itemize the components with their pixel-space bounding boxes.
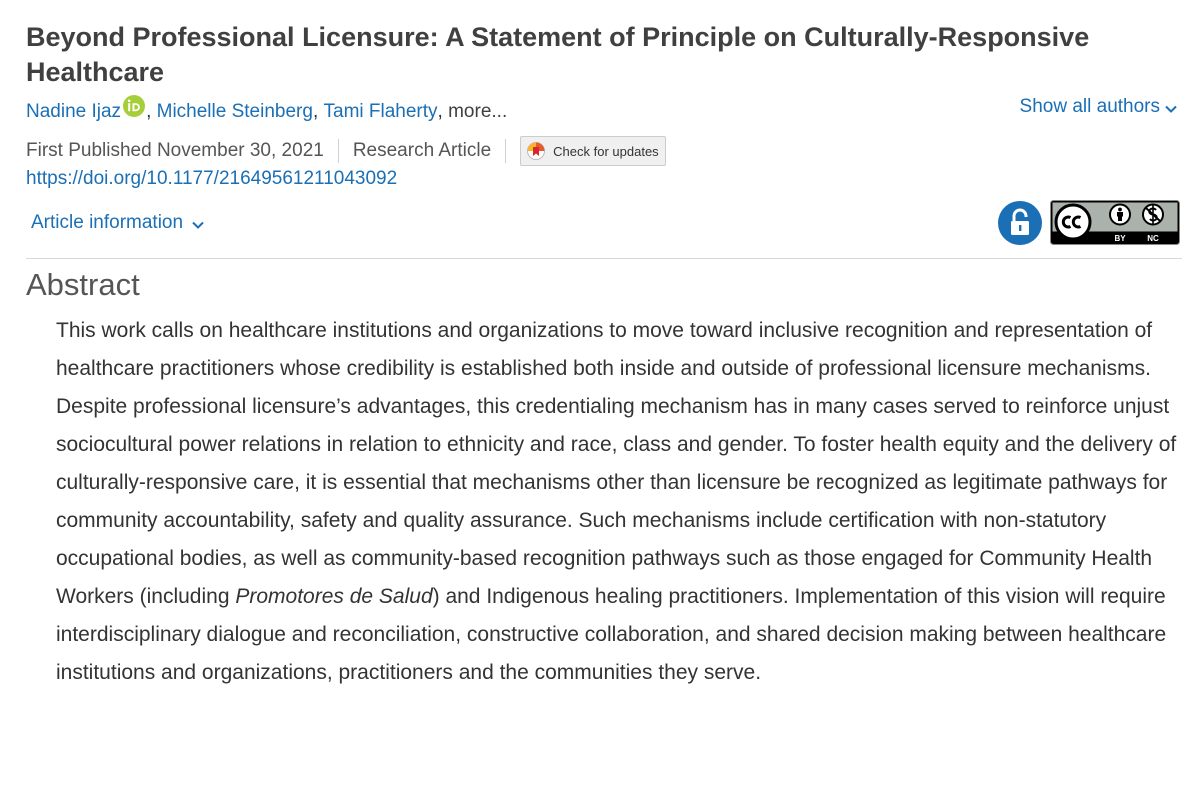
open-access-unlocked-icon[interactable] xyxy=(998,201,1042,245)
doi-link[interactable]: https://doi.org/10.1177/21649561211043092 xyxy=(26,168,398,189)
more-authors-link[interactable]: more... xyxy=(448,101,508,122)
section-divider xyxy=(26,258,1182,259)
cc-by-label: BY xyxy=(1114,234,1126,243)
cc-by-nc-license-icon[interactable] xyxy=(1050,200,1180,245)
abstract-text-part-2: ) and Indigenous healing practitioners. Implementation of this vision will require interdisciplinary dialogue and reconciliation, constructive collaboration, and shared decision making between healthcare institutions and organizations, practitioners and the communities they serve. xyxy=(56,585,1167,684)
abstract-heading: Abstract xyxy=(26,267,140,302)
meta-divider xyxy=(505,139,506,163)
check-for-updates-button[interactable] xyxy=(520,136,666,166)
cc-nc-label: NC xyxy=(1147,234,1159,243)
show-all-authors-toggle[interactable] xyxy=(1020,96,1178,118)
author-link-1[interactable]: Nadine Ijaz xyxy=(26,101,122,122)
abstract-text xyxy=(56,312,1186,692)
orcid-icon[interactable] xyxy=(123,95,145,117)
publication-meta xyxy=(26,137,666,165)
author-list xyxy=(26,98,507,126)
article-type: Research Article xyxy=(352,140,492,161)
first-published-date: First Published November 30, 2021 xyxy=(26,140,324,161)
crossmark-icon xyxy=(527,142,545,160)
article-information-label: Article information xyxy=(31,212,184,233)
check-for-updates-label: Check for updates xyxy=(553,143,659,159)
author-link-2[interactable]: Michelle Steinberg xyxy=(156,101,313,122)
author-separator: , xyxy=(312,101,319,122)
chevron-down-icon xyxy=(1164,100,1178,114)
abstract-italic-term: Promotores de Salud xyxy=(235,585,433,608)
author-separator: , xyxy=(146,101,152,122)
show-all-authors-label: Show all authors xyxy=(1019,96,1160,117)
author-link-3[interactable]: Tami Flaherty xyxy=(323,101,438,122)
article-information-toggle[interactable] xyxy=(31,212,205,234)
chevron-down-icon xyxy=(191,216,205,230)
article-title: Beyond Professional Licensure: A Statement of Principle on Culturally-Responsive Healthcare xyxy=(26,22,1090,87)
abstract-text-part-1: This work calls on healthcare institutions and organizations to move toward inclusive recognition and representation of healthcare practitioners whose credibility is established both inside and outside of professional licensure mechanisms. Despite professional licensure’s advantages, this credentialing mechanism has in many cases served to reinforce unjust sociocultural power relations in relation to ethnicity and race, class and gender. To foster health equity and the delivery of culturally-responsive care, it is essential that mechanisms other than licensure be recognized as legitimate pathways for community accountability, safety and quality assurance. Such mechanisms include certification with non-statutory occupational bodies, as well as community-based recognition pathways such as those engaged for Community Health Workers (including xyxy=(56,319,1177,608)
author-separator: , xyxy=(437,101,443,122)
meta-divider xyxy=(338,139,339,163)
